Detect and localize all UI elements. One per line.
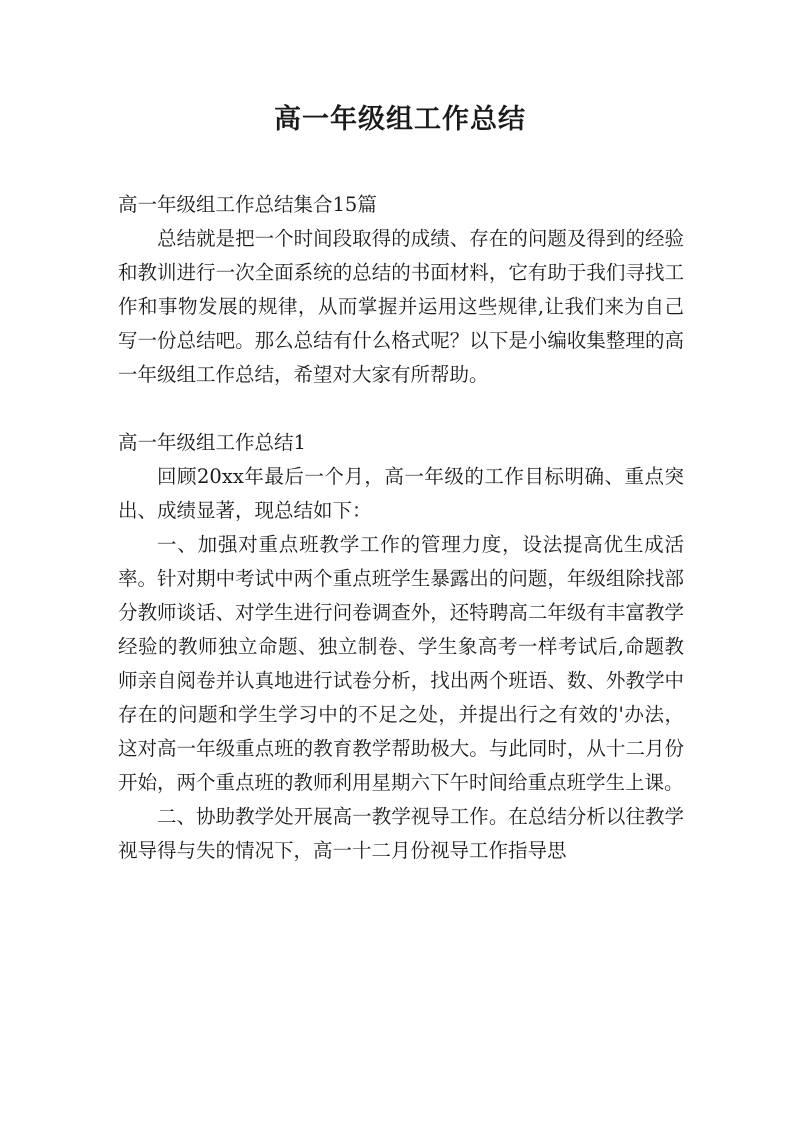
document-body <box>118 188 684 868</box>
body-paragraph: 二、协助教学处开展高一教学视导工作。在总结分析以往教学视导得与失的情况下，高一十二月份视导工作指导思 <box>118 805 684 862</box>
section-spacer <box>118 392 684 426</box>
section-heading: 高一年级组工作总结1 <box>118 431 306 454</box>
body-paragraph: 一、加强对重点班教学工作的管理力度，设法提高优生成活率。针对期中考试中两个重点班学生暴露出的问题，年级组除找部分教师谈话、对学生进行问卷调查外，还特聘高二年级有丰富教学经验的教师独立命题、独立制卷、学生象高考一样考试后,命题教师亲自阅卷并认真地进行试卷分析，找出两个班语、数、外教学中存在的问题和学生学习中的不足之处，并提出行之有效的'办法，这对高一年级重点班的教育教学帮助极大。与此同时，从十二月份开始，两个重点班的教师利用星期六下午时间给重点班学生上课。 <box>118 533 684 794</box>
body-paragraph: 回顾20xx年最后一个月，高一年级的工作目标明确、重点突出、成绩显著，现总结如下： <box>118 465 684 522</box>
document-title: 高一年级组工作总结 <box>274 104 526 135</box>
document-subtitle: 高一年级组工作总结集合15篇 <box>118 193 377 216</box>
intro-paragraph: 总结就是把一个时间段取得的成绩、存在的问题及得到的经验和教训进行一次全面系统的总结的书面材料，它有助于我们寻找工作和事物发展的规律，从而掌握并运用这些规律,让我们来为自己写一份总结吧。那么总结有什么格式呢？以下是小编收集整理的高一年级组工作总结，希望对大家有所帮助。 <box>118 227 684 386</box>
